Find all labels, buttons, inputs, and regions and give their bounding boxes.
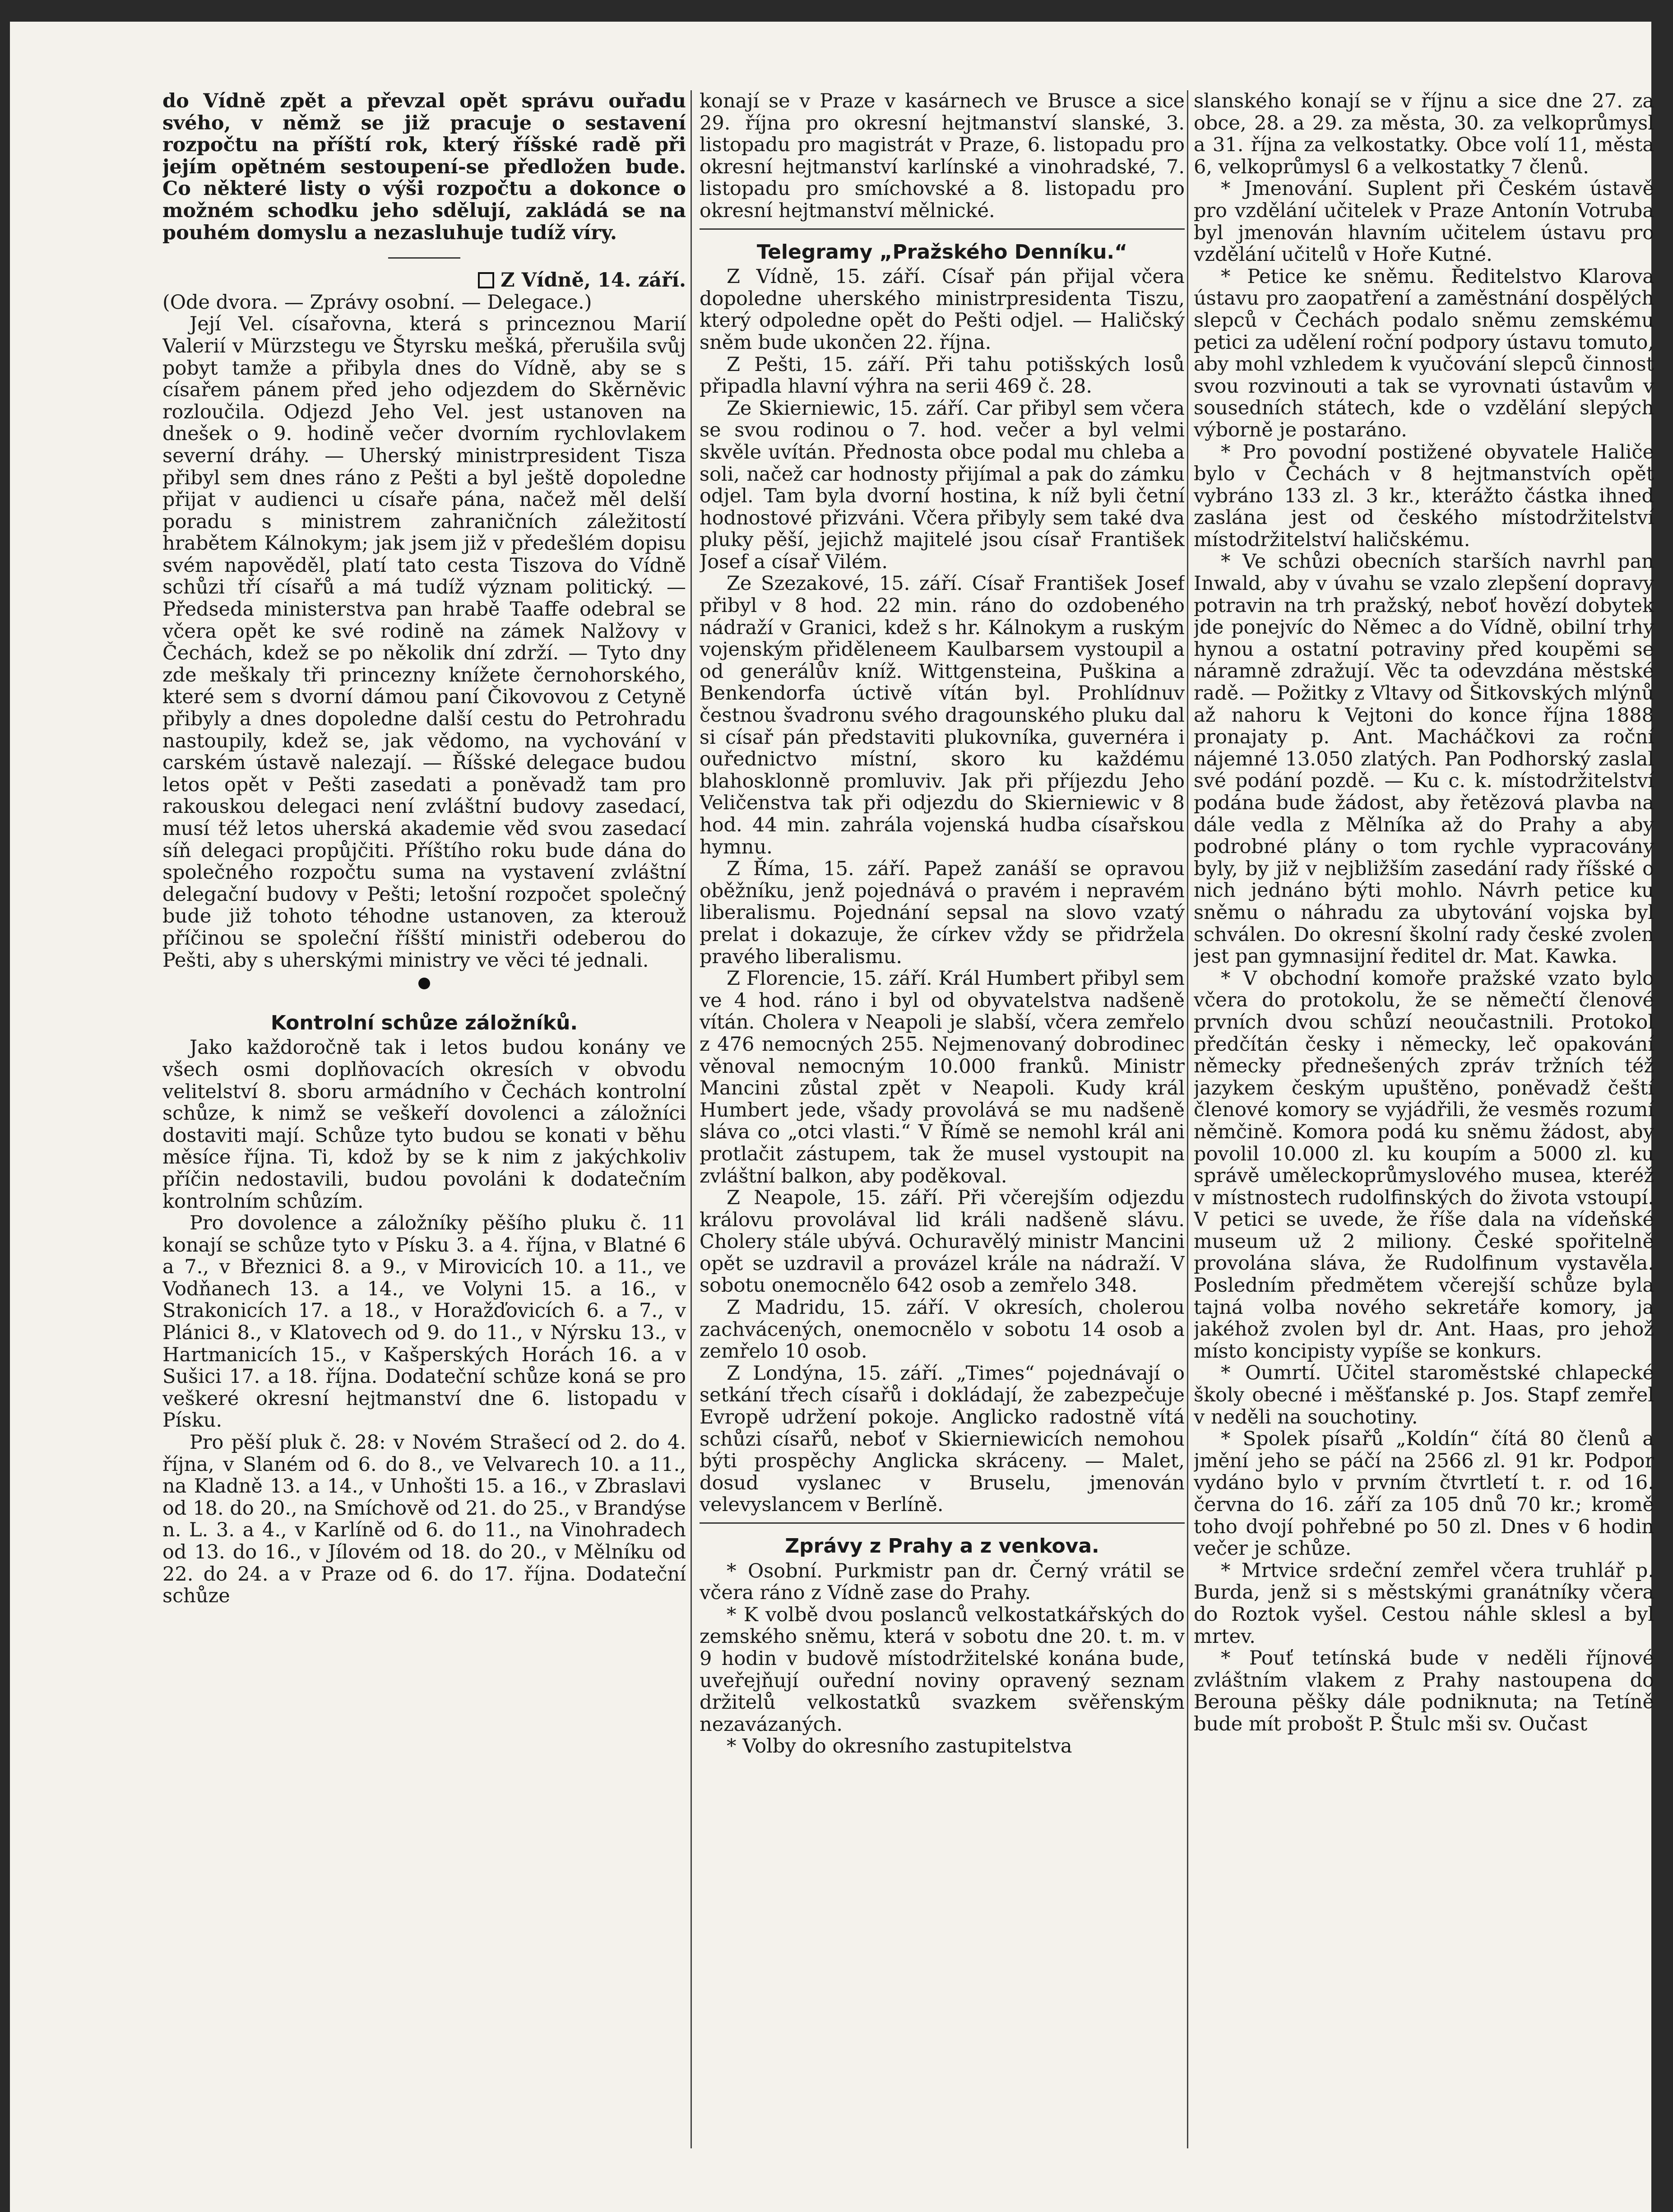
subheading: (Ode dvora. — Zprávy osobní. — Delegace.) — [162, 291, 592, 314]
scan-edge-left — [0, 0, 10, 2212]
news-item: * K volbě dvou poslanců velkostatkářských do zemského sněmu, která v sobotu dne 20. t. m. v 9 hodin v budově místodržitelské konána bude, uveřejňují ouřední noviny opravený seznam držitelů velkostatků svazkem svěřenským nezavázaných. — [700, 1603, 1185, 1736]
bullet-separator-icon — [418, 978, 430, 989]
telegram-item: Z Neapole, 15. září. Při včerejším odjezdu královu provolával lid králi nadšeně slávu. Cholery stále ubývá. Ochuravělý ministr Mancini opět se uzdravil a provázel krále na nádraží. V sobotu onemocnělo 642 osob a zemřelo 348. — [700, 1187, 1185, 1297]
square-icon — [478, 272, 494, 288]
news-item: * Pro povodní postižené obyvatele Haliče bylo v Čechách v 8 hejtmanstvích opět vybráno 133 zl. 3 kr., kterážto částka ihned zaslána jest od českého místodržitelství místodržitelství haličskému. — [1194, 441, 1654, 551]
article-paragraph: Její Vel. císařovna, která s princeznou Marií Valerií v Mürzstegu ve Štyrsku mešká, přerušila svůj pobyt tamže a přibyla dnes do Vídně, aby se s císařem pánem před jeho odjezdem do Skěrněvic rozloučila. Odjezd Jeho Vel. jest ustanoven na dnešek o 9. hodině večer dvorním rychlovlakem severní dráhy. — Uherský ministrpresident Tisza přibyl sem dnes ráno z Pešti a byl ještě dopoledne přijat v audienci u císaře pána, načež měl delší poradu s ministrem zahraničních záležitostí hrabětem Kálnokym; jak jsem již v předešlém dopisu svém napověděl, platí tato cesta Tiszova do Vídně schůzi tří císařů a má tudíž význam politický. — Předseda ministerstva pan hrabě Taaffe odebral se včera opět ke své rodině na zámek Nalžovy v Čechách, kdež se po několik dní zdrží. — Tyto dny zde meškaly tři princezny knížete černohorského, které sem s dvorní dámou paní Čikovovou z Cetyně přibyly a dnes dopoledne další cestu do Petrohradu nastoupily, kdež se, jak vědomo, na vychování v carském ústavě nalezají. — Říšské delegace budou letos opět v Pešti zasedati a poněvadž tam pro rakouskou delegaci není zvláštní budovy zasedací, musí též letos uherská akademie věd svou zasedací síň delegaci propůjčiti. Příštího roku bude dána do společného rozpočtu suma na vystavení zvláštní delegační budovy v Pešti; letošní rozpočet společný bude již tohoto téhodne ustanoven, za kterouž příčinou se společní říšští ministři odeberou do Pešti, aby s uherskými ministry ve věci té jednali. — [162, 313, 686, 972]
section-divider — [700, 1522, 1185, 1524]
column-2 — [700, 90, 1185, 2148]
scan-edge-right — [1651, 0, 1673, 2212]
news-item: * Pouť tetínská bude v neděli říjnové zvláštním vlakem z Prahy nastoupena do Berouna pěšky dále podniknuta; na Tetíně bude mít probošt P. Štulc mši sv. Oučast — [1194, 1647, 1654, 1735]
news-item: * Ve schůzi obecních starších navrhl pan Inwald, aby v úvahu se vzalo zlepšení dopravy potravin na trh pražský, neboť hovězí dobytek jde ponejvíc do Němec a do Vídně, obilní trhy hynou a ostatní potraviny před koupěmi se náramně zdražují. Věc ta odevzdána městské radě. — Požitky z Vltavy od Šitkovských mlýnů až nahoru k Vejtoni do konce října 1888 pronajaty p. Ant. Macháčkovi za roční nájemné 13.050 zlatých. Pan Podhorský zaslal své podání pozdě. — Ku c. k. místodržitelství podána bude žádost, aby řetězová plavba na dále vedla z Mělníka až do Prahy a aby podrobné plány o tom rychle vypracovány byly, by již v nejbližším zasedání rady říšské o nich jednáno býti mohlo. Návrh petice ku sněmu o náhradu za ubytování vojska byl schválen. Do okresní školní rady české zvolen jest pan gymnasijní ředitel dr. Mat. Kawka. — [1194, 550, 1654, 968]
article-paragraph: Pro dovolence a záložníky pěšího pluku č. 11 konají se schůze tyto v Písku 3. a 4. října, v Blatné 6 a 7., v Březnici 8. a 9., v Mirovicích 10. a 11., ve Vodňanech 13. a 14., ve Volyni 15. a 16., v Strakonicích 17. a 18., v Horažďovicích 6. a 7., v Plánici 8., v Klatovech od 9. do 11., v Nýrsku 13., v Hartmanicích 15., v Kašperských Horách 16. a v Sušici 17. a 18. října. Dodateční schůze koná se pro veškeré okresní hejtmanství dne 6. listopadu v Písku. — [162, 1212, 686, 1432]
news-item: * Osobní. Purkmistr pan dr. Černý vrátil se včera ráno z Vídně zase do Prahy. — [700, 1559, 1185, 1605]
section-heading: Kontrolní schůze záložníků. — [270, 1011, 578, 1034]
column-1 — [162, 90, 686, 2148]
news-item: * Volby do okresního zastupitelstva — [727, 1735, 1072, 1758]
news-item: * V obchodní komoře pražské vzato bylo včera do protokolu, že se němečtí členové prvních dvou schůzí neoučastnili. Protokol předčítán česky i německy, leč opakování německy přednešených zpráv tržních též jazykem českým upuštěno, poněvadž čeští členové komory se vyjádřili, že vesměs rozumí němčině. Komora podá ku sněmu žádost, aby povolil 10.000 zl. ku koupím a 5000 zl. ku správě uměleckoprůmyslového musea, kteréž v místnostech rudolfinských do života vstoupí. V petici se uvede, že říše dala na vídeňské museum už 2 miliony. České spořitelně provolána sláva, že Rudolfinum vystavěla. Posledním předmětem včerejší schůze byla tajná volba nového sekretáře komory, ja jakéhož zvolen byl dr. Ant. Haas, pro jehož místo koncipisty vypíše se konkurs. — [1194, 967, 1654, 1363]
news-item: * Oumrtí. Učitel staroměstské chlapecké školy obecné i měšťanské p. Jos. Stapf zemřel v neděli na souchotiny. — [1194, 1362, 1654, 1428]
news-item: * Spolek písařů „Koldín“ čítá 80 členů a jmění jeho se páčí na 2566 zl. 91 kr. Podpor vydáno bylo v prvním čtvrtletí t. r. od 16. června do 16. září za 105 dnů 70 kr.; kromě toho dvojí pohřebné po 50 zl. Dnes v 6 hodin večer je schůze. — [1194, 1428, 1654, 1560]
news-item: * Mrtvice srdeční zemřel včera truhlář p. Burda, jenž si s městskými granátníky včera do Roztok vyšel. Cestou náhle sklesl a byl mrtev. — [1194, 1559, 1654, 1648]
column-rule — [1187, 90, 1188, 2148]
telegram-item: Z Madridu, 15. září. V okresích, cholerou zachvácených, onemocnělo v sobotu 14 osob a zemřelo 10 osob. — [700, 1296, 1185, 1363]
section-heading: Telegramy „Pražského Denníku.“ — [756, 240, 1128, 264]
telegram-item: Ze Skierniewic, 15. září. Car přibyl sem včera se svou rodinou o 7. hod. večer a byl velmi skvěle uvítán. Přednosta obce podal mu chleba a soli, načež car hodnosty přijímal a pak do zámku odjel. Tam byla dvorní hostina, k níž byli četní hodnostové přizváni. Včera přibyly sem také dva pluky pěší, jejichž majitelé jsou císař František Josef a císař Vilém. — [700, 397, 1185, 573]
section-divider — [388, 257, 460, 259]
telegram-item: Z Pešti, 15. září. Při tahu potišských losů připadla hlavní výhra na serii 469 č. 28. — [700, 353, 1185, 398]
column-3 — [1194, 90, 1654, 2148]
article-paragraph: Pro pěší pluk č. 28: v Novém Strašecí od 2. do 4. října, v Slaném od 6. do 8., ve Velvarech 10. a 11., na Kladně 13. a 14., v Unhošti 15. a 16., v Zbraslavi od 18. do 20., na Smíchově od 21. do 25., v Brandýse n. L. 3. a 4., v Karlíně od 6. do 11., na Vinohradech od 13. do 16., v Jílovém od 18. do 20., v Mělníku od 22. do 24. a v Praze od 6. do 17. října. Dodateční schůze — [162, 1431, 686, 1608]
article-paragraph: Jako každoročně tak i letos budou konány ve všech osmi doplňovacích okresích v obvodu velitelství 8. sboru armádního v Čechách kontrolní schůze, k nimž se veškeří dovolenci a záložníci dostaviti mají. Schůze tyto budou se konati v běhu měsíce října. Ti, kdož by se k nim z jakýchkoliv příčin nedostavili, budou povoláni k dodatečním kontrolním schůzím. — [162, 1036, 686, 1213]
news-item: * Petice ke sněmu. Ředitelstvo Klarova ústavu pro zaopatření a zaměstnání dospělých slepců v Čechách podalo sněmu zemskému petici za udělení roční podpory ústavu tomuto, aby mohl vzhledem k vyučování slepců činnost svou rozvinouti a tak se vyrovnati ústavům v sousedních státech, kde o vzdělání slepých výborně je postaráno. — [1194, 265, 1654, 441]
section-divider — [700, 228, 1185, 230]
telegram-item: Z Londýna, 15. září. „Times“ pojednávají o setkání třech císařů i dokládají, že zabezpečuje Evropě udržení pokoje. Anglicko radostně vítá schůzi císařů, neboť v Skierniewicích nemohou býti prospěchy Anglicka skráceny. — Malet, dosud vyslanec v Bruselu, jmenován velevyslancem v Berlíně. — [700, 1362, 1185, 1516]
article-continuation: do Vídně zpět a převzal opět správu ouřadu svého, v němž se již pracuje o sestavení rozpočtu na příští rok, který říšské radě při jejím opětném sestoupení-se předložen bude. Co některé listy o výši rozpočtu a dokonce o možném schodku jeho sdělují, zakládá se na pouhém domyslu a nezasluhuje tudíž víry. — [162, 90, 686, 244]
telegram-item: Z Vídně, 15. září. Císař pán přijal včera dopoledne uherského ministrpresidenta Tiszu, který odpoledne opět do Pešti odjel. — Haličský sněm bude ukončen 22. října. — [700, 265, 1185, 354]
article-continuation: konají se v Praze v kasárnech ve Brusce a sice 29. října pro okresní hejtmanství slanské, 3. listopadu pro magistrát v Praze, 6. listopadu pro okresní hejtmanství karlínské a vinohradské, 7. listopadu pro smíchovské a 8. listopadu pro okresní hejtmanství mělnické. — [700, 90, 1185, 222]
article-continuation: slanského konají se v říjnu a sice dne 27. za obce, 28. a 29. za města, 30. za velkoprůmysl a 31. října za velkostatky. Obce volí 11, města 6, velkoprůmysl 6 a velkostatky 7 členů. — [1194, 90, 1654, 178]
news-item: * Jmenování. Suplent při Českém ústavě pro vzdělání učitelek v Praze Antonín Votruba byl jmenován hlavním učitelem ústavu pro vzdělání učitelů v Hoře Kutné. — [1194, 177, 1654, 266]
dateline: Z Vídně, 14. září. — [501, 269, 686, 292]
telegram-item: Ze Szezakové, 15. září. Císař František Josef přibyl v 8 hod. 22 min. ráno do ozdobeného nádraží v Granici, kdež s hr. Kálnokym a ruským vojenským přiděleneem Kaulbarsem vystoupil a od generálův kníž. Wittgensteina, Puškina a Benkendorfa úctivě vítán byl. Prohlídnuv čestnou švadronu svého dragounského pluku dal si císař pán představiti plukovníka, guvernéra i ouřednictvo místní, skoro ku každému blahosklonně promluviv. Jak při příjezdu Jeho Veličenstva tak při odjezdu do Skierniewic v 8 hod. 44 min. zahrála vojenská hudba císařskou hymnu. — [700, 572, 1185, 858]
telegram-item: Z Říma, 15. září. Papež zanáší se opravou oběžníku, jenž pojednává o pravém i nepravém liberalismu. Pojednání sepsal na slovo vzatý prelat i dokazuje, že církev vždy se přidržela pravého liberalismu. — [700, 858, 1185, 968]
telegram-item: Z Florencie, 15. září. Král Humbert přibyl sem ve 4 hod. ráno i byl od obyvatelstva nadšeně vítán. Cholera v Neapoli je slabší, včera zemřelo z 476 nemocných 255. Nejmenovaný dobrodinec věnoval nemocným 10.000 franků. Ministr Mancini zůstal zpět v Neapoli. Kudy král Humbert jede, všady provolává se mu nadšeně sláva co „otci vlasti.“ V Římě se nemohl král ani protlačit zástupem, tak že musel vystoupit na zvláštní balkon, aby poděkoval. — [700, 967, 1185, 1187]
section-heading: Zprávy z Prahy a z venkova. — [785, 1535, 1099, 1558]
column-rule — [691, 90, 692, 2148]
scan-edge-top — [0, 0, 1673, 22]
